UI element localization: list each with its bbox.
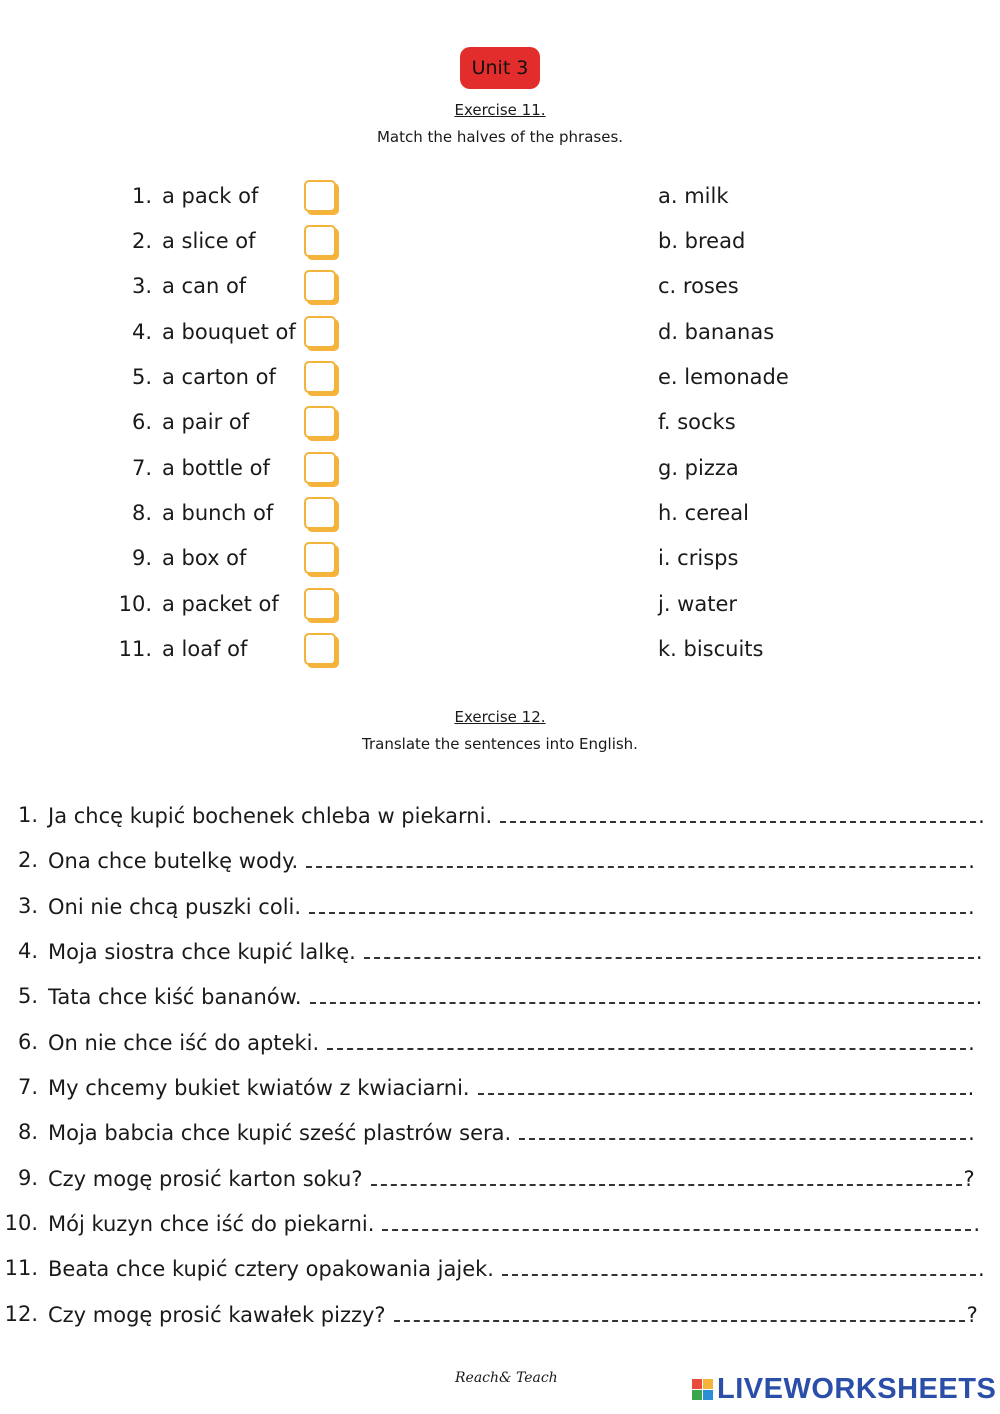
sentence-end-mark: ? — [963, 1167, 975, 1191]
option-text: c. roses — [658, 274, 739, 298]
phrase-text: a slice of — [162, 229, 256, 253]
liveworksheets-brand: LIVEWORKSHEETS — [717, 1373, 997, 1405]
polish-sentence: Moja siostra chce kupić lalkę. — [48, 940, 356, 964]
translation-row — [0, 1302, 1000, 1342]
sentence-number: 1. — [17, 803, 38, 827]
answer-blank[interactable] — [306, 848, 966, 868]
phrase-text: a can of — [162, 274, 247, 298]
match-row — [0, 452, 1000, 492]
exercise-11-title: Exercise 11. — [454, 101, 546, 119]
match-row — [0, 361, 1000, 401]
translation-row — [0, 803, 1000, 843]
translation-row — [0, 984, 1000, 1024]
option-text: j. water — [658, 592, 738, 616]
phrase-text: a pack of — [162, 184, 259, 208]
translation-row — [0, 939, 1000, 979]
sentence-number: 3. — [17, 894, 38, 918]
liveworksheets-logo — [692, 1373, 996, 1406]
sentence-end-mark: . — [977, 1257, 985, 1281]
sentence-end-mark: . — [968, 895, 975, 919]
option-text: e. lemonade — [658, 365, 789, 389]
answer-box[interactable] — [304, 180, 336, 212]
option-text: i. crisps — [658, 546, 739, 570]
answer-box[interactable] — [304, 452, 336, 484]
translation-row — [0, 894, 1000, 934]
phrase-text: a bunch of — [162, 501, 274, 525]
sentence-number: 10. — [4, 1211, 38, 1235]
phrase-text: a bouquet of — [162, 320, 296, 344]
reach-teach-signature: Reach& Teach — [455, 1370, 558, 1386]
option-text: g. pizza — [658, 456, 739, 480]
answer-box[interactable] — [304, 633, 336, 665]
match-row — [0, 225, 1000, 265]
answer-blank[interactable] — [382, 1211, 971, 1231]
polish-sentence: Tata chce kiść bananów. — [48, 985, 302, 1009]
liveworksheets-icon — [692, 1379, 713, 1400]
answer-blank[interactable] — [309, 894, 966, 914]
sentence-number: 12. — [4, 1302, 38, 1326]
sentence-end-mark: . — [975, 940, 983, 964]
sentence-number: 2. — [17, 848, 38, 872]
answer-blank[interactable] — [500, 803, 976, 823]
polish-sentence: Mój kuzyn chce iść do piekarni. — [48, 1212, 375, 1236]
polish-sentence: Ja chcę kupić bochenek chleba w piekarni. — [48, 804, 493, 828]
sentence-number: 4. — [17, 939, 38, 963]
sentence-end-mark: . — [968, 1121, 975, 1145]
translation-row — [0, 1120, 1000, 1160]
match-row — [0, 497, 1000, 537]
phrase-number: 11. — [118, 637, 152, 661]
polish-sentence: Oni nie chcą puszki coli. — [48, 895, 302, 919]
sentence-number: 7. — [17, 1075, 38, 1099]
sentence-end-mark: . — [973, 1212, 981, 1236]
polish-sentence: Czy mogę prosić karton soku? — [48, 1167, 363, 1191]
phrase-text: a pair of — [162, 410, 250, 434]
match-row — [0, 406, 1000, 446]
phrase-number: 4. — [131, 320, 152, 344]
answer-blank[interactable] — [519, 1120, 966, 1140]
sentence-number: 8. — [17, 1120, 38, 1144]
phrase-number: 5. — [131, 365, 152, 389]
option-text: a. milk — [658, 184, 729, 208]
translation-row — [0, 1075, 1000, 1115]
answer-blank[interactable] — [502, 1256, 976, 1276]
answer-blank[interactable] — [364, 939, 974, 959]
unit-badge: Unit 3 — [460, 47, 540, 89]
match-row — [0, 270, 1000, 310]
answer-box[interactable] — [304, 225, 336, 257]
sentence-end-mark: ? — [966, 1303, 978, 1327]
translation-row — [0, 1256, 1000, 1296]
answer-box[interactable] — [304, 588, 336, 620]
phrase-number: 7. — [131, 456, 152, 480]
match-row — [0, 633, 1000, 673]
answer-box[interactable] — [304, 316, 336, 348]
option-text: b. bread — [658, 229, 746, 253]
phrase-text: a packet of — [162, 592, 279, 616]
phrase-number: 8. — [131, 501, 152, 525]
sentence-end-mark: . — [968, 849, 975, 873]
phrase-number: 6. — [131, 410, 152, 434]
exercise-12-title: Exercise 12. — [454, 708, 546, 726]
polish-sentence: On nie chce iść do apteki. — [48, 1031, 320, 1055]
translation-row — [0, 848, 1000, 888]
answer-box[interactable] — [304, 406, 336, 438]
sentence-end-mark: . — [978, 804, 985, 828]
phrase-text: a box of — [162, 546, 247, 570]
phrase-number: 3. — [131, 274, 152, 298]
answer-blank[interactable] — [327, 1030, 966, 1050]
polish-sentence: Beata chce kupić cztery opakowania jajek. — [48, 1257, 494, 1281]
translation-row — [0, 1211, 1000, 1251]
phrase-number: 9. — [131, 546, 152, 570]
answer-blank[interactable] — [371, 1166, 962, 1186]
phrase-number: 2. — [131, 229, 152, 253]
polish-sentence: Ona chce butelkę wody. — [48, 849, 299, 873]
sentence-number: 5. — [17, 984, 38, 1008]
sentence-end-mark: . — [975, 985, 983, 1009]
answer-box[interactable] — [304, 361, 336, 393]
sentence-end-mark: . — [967, 1076, 975, 1100]
phrase-text: a carton of — [162, 365, 276, 389]
answer-blank[interactable] — [478, 1075, 966, 1095]
phrase-number: 10. — [118, 592, 152, 616]
sentence-number: 9. — [17, 1166, 38, 1190]
option-text: f. socks — [658, 410, 736, 434]
phrase-text: a loaf of — [162, 637, 248, 661]
match-row — [0, 316, 1000, 356]
match-row — [0, 542, 1000, 582]
answer-blank[interactable] — [310, 984, 974, 1004]
answer-box[interactable] — [304, 270, 336, 302]
answer-blank[interactable] — [394, 1302, 965, 1322]
sentence-number: 6. — [17, 1030, 38, 1054]
sentence-number: 11. — [4, 1256, 38, 1280]
option-text: d. bananas — [658, 320, 775, 344]
phrase-number: 1. — [131, 184, 152, 208]
translation-row — [0, 1166, 1000, 1206]
polish-sentence: Czy mogę prosić kawałek pizzy? — [48, 1303, 386, 1327]
option-text: k. biscuits — [658, 637, 764, 661]
polish-sentence: Moja babcia chce kupić sześć plastrów sera. — [48, 1121, 512, 1145]
match-row — [0, 180, 1000, 220]
polish-sentence: My chcemy bukiet kwiatów z kwiaciarni. — [48, 1076, 470, 1100]
translation-row — [0, 1030, 1000, 1070]
option-text: h. cereal — [658, 501, 749, 525]
match-row — [0, 588, 1000, 628]
exercise-11-instruction: Match the halves of the phrases. — [376, 128, 624, 146]
sentence-end-mark: . — [968, 1031, 975, 1055]
answer-box[interactable] — [304, 542, 336, 574]
answer-box[interactable] — [304, 497, 336, 529]
exercise-12-instruction: Translate the sentences into English. — [362, 735, 638, 753]
phrase-text: a bottle of — [162, 456, 270, 480]
